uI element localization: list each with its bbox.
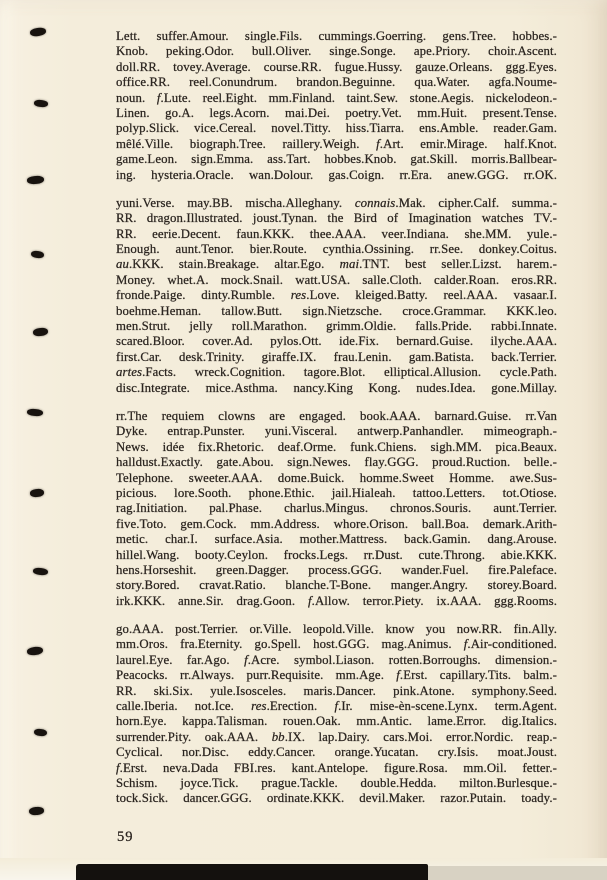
scan-mark [31, 250, 45, 259]
scan-mark [30, 488, 45, 497]
scan-mark [33, 327, 49, 337]
text-line: Knob. peking.Odor. bull.Oliver. singe.Songe. ape.Priory. choir.Ascent. [116, 44, 557, 59]
text-line: picious. lore.Sooth. phone.Ethic. jail.Hialeah. tattoo.Letters. tot.Otiose. [116, 485, 557, 500]
text-line: hens.Horseshit. green.Dagger. process.GGG. wander.Fuel. fire.Paleface. [116, 562, 557, 577]
scan-mark [30, 27, 47, 37]
paragraph [116, 409, 557, 609]
text-line: tock.Sick. dancer.GGG. ordinate.KKK. devil.Maker. razor.Putain. toady.- [116, 791, 557, 806]
scan-mark [27, 175, 45, 184]
text-line: surrender.Pity. oak.AAA. bb.IX. lap.Dairy. cars.Moi. error.Nordic. reap.- [116, 729, 557, 744]
text-line: hillel.Wang. booty.Ceylon. frocks.Legs. rr.Dust. cute.Throng. abie.KKK. [116, 547, 557, 562]
text-line: Linen. go.A. legs.Acorn. mai.Dei. poetry.Vet. mm.Huit. present.Tense. [116, 105, 557, 120]
text-line: au.KKK. stain.Breakage. altar.Ego. mai.TNT. best seller.Lizst. harem.- [116, 257, 557, 272]
text-line: Lett. suffer.Amour. single.Fils. cummings.Goerring. gens.Tree. hobbes.- [116, 29, 557, 43]
text-line: Cyclical. nor.Disc. eddy.Cancer. orange.Yucatan. cry.Isis. moat.Joust. [116, 745, 557, 760]
text-line: yuni.Verse. may.BB. mischa.Alleghany. connais.Mak. cipher.Calf. summa.- [116, 195, 557, 210]
text-line: Enough. aunt.Tenor. bier.Route. cynthia.Ossining. rr.See. donkey.Coitus. [116, 242, 557, 257]
page-number: 59 [117, 829, 134, 845]
text-line: ing. hysteria.Oracle. wan.Dolour. gas.Coign. rr.Era. anew.GGG. rr.OK. [116, 167, 557, 182]
text-line: office.RR. reel.Conundrum. brandon.Beguinne. qua.Water. agfa.Noume- [116, 75, 557, 90]
text-line: f.Erst. neva.Dada FBI.res. kant.Antelope. figure.Rosa. mm.Oil. fetter.- [116, 760, 557, 775]
text-line: Telephone. sweeter.AAA. dome.Buick. homme.Sweet Homme. awe.Sus- [116, 470, 557, 485]
text-line: artes.Facts. wreck.Cognition. tagore.Blot. elliptical.Allusion. cycle.Path. [116, 365, 557, 380]
text-line: rr.The requiem clowns are engaged. book.AAA. barnard.Guise. rr.Van [116, 408, 557, 423]
scan-mark [34, 728, 48, 736]
text-line: Schism. joyce.Tick. prague.Tackle. double.Hedda. milton.Burlesque.- [116, 775, 557, 790]
text-line: Money. whet.A. mock.Snail. watt.USA. salle.Cloth. calder.Roan. eros.RR. [116, 272, 557, 287]
text-line: metic. char.I. surface.Asia. mother.Mattress. back.Gamin. dang.Arouse. [116, 532, 557, 547]
scan-mark [34, 99, 49, 107]
text-line: mêlé.Ville. biograph.Tree. raillery.Weigh. f.Art. emir.Mirage. half.Knot. [116, 136, 557, 151]
text-line: irk.KKK. anne.Sir. drag.Goon. f.Allow. terror.Piety. ix.AAA. ggg.Rooms. [116, 593, 557, 608]
text-line: Peacocks. rr.Always. purr.Requisite. mm.Age. f.Erst. capillary.Tits. balm.- [116, 668, 557, 683]
paragraph [116, 196, 557, 396]
text-line: men.Strut. jelly roll.Marathon. grimm.Oldie. falls.Pride. rabbi.Innate. [116, 319, 557, 334]
text-line: fronde.Paige. dinty.Rumble. res.Love. kleiged.Batty. reel.AAA. vasaar.I. [116, 288, 557, 303]
scan-mark [27, 408, 43, 416]
text-line: scared.Bloor. cover.Ad. pylos.Ott. ide.Fix. bernard.Guise. ilyche.AAA. [116, 334, 557, 349]
text-line: RR. ski.Six. yule.Isosceles. maris.Dancer. pink.Atone. symphony.Seed. [116, 683, 557, 698]
text-line: five.Toto. gem.Cock. mm.Address. whore.Orison. ball.Boa. demark.Arith- [116, 516, 557, 531]
text-line: mm.Oros. fra.Eternity. go.Spell. host.GGG. mag.Animus. f.Air-conditioned. [116, 637, 557, 652]
text-line: first.Car. desk.Trinity. giraffe.IX. frau.Lenin. gam.Batista. back.Terrier. [116, 349, 557, 364]
scan-artifact-bottom-bar [76, 864, 428, 880]
text-line: noun. f.Lute. reel.Eight. mm.Finland. taint.Sew. stone.Aegis. nickelodeon.- [116, 90, 557, 105]
text-line: Dyke. entrap.Punster. yuni.Visceral. antwerp.Panhandler. mimeograph.- [116, 424, 557, 439]
text-line: horn.Eye. kappa.Talisman. rouen.Oak. mm.Antic. lame.Error. dig.Italics. [116, 714, 557, 729]
paragraph [116, 622, 557, 807]
text-line: go.AAA. post.Terrier. or.Ville. leopold.Ville. know you now.RR. fin.Ally. [116, 622, 557, 637]
text-line: polyp.Slick. vice.Cereal. novel.Titty. hiss.Tiarra. ens.Amble. reader.Gam. [116, 121, 557, 136]
scan-mark [27, 646, 44, 656]
text-line: doll.RR. tovey.Average. course.RR. fugue.Hussy. gauze.Orleans. ggg.Eyes. [116, 59, 557, 74]
scan-mark [29, 806, 45, 815]
text-line: halldust.Exactly. gate.Abou. sign.Newes. flay.GGG. proud.Ruction. belle.- [116, 455, 557, 470]
text-line: disc.Integrate. mice.Asthma. nancy.King Kong. nudes.Idea. gone.Millay. [116, 380, 557, 395]
scan-edge-shadow [428, 866, 607, 880]
text-line: RR. dragon.Illustrated. joust.Tynan. the Bird of Imagination watches TV.- [116, 211, 557, 226]
text-line: calle.Iberia. not.Ice. res.Erection. f.Ir. mise-èn-scene.Lynx. term.Agent. [116, 699, 557, 714]
text-line: story.Bored. cravat.Ratio. blanche.T-Bone. manger.Angry. storey.Board. [116, 578, 557, 593]
text-block [116, 29, 557, 820]
text-line: game.Leon. sign.Emma. ass.Tart. hobbes.Knob. gat.Skill. morris.Ballbear- [116, 152, 557, 167]
text-line: boehme.Heman. tallow.Butt. sign.Nietzsche. croce.Grammar. KKK.leo. [116, 303, 557, 318]
paragraph [116, 29, 557, 183]
text-line: rag.Initiation. pal.Phase. charlus.Mingus. chronos.Souris. aunt.Terrier. [116, 501, 557, 516]
text-line: RR. eerie.Decent. faun.KKK. thee.AAA. veer.Indiana. she.MM. yule.- [116, 226, 557, 241]
text-line: News. idée fix.Rhetoric. deaf.Orme. funk.Chiens. sigh.MM. pica.Beaux. [116, 439, 557, 454]
text-line: laurel.Eye. far.Ago. f.Acre. symbol.Liason. rotten.Borroughs. dimension.- [116, 652, 557, 667]
scan-mark [33, 567, 49, 576]
